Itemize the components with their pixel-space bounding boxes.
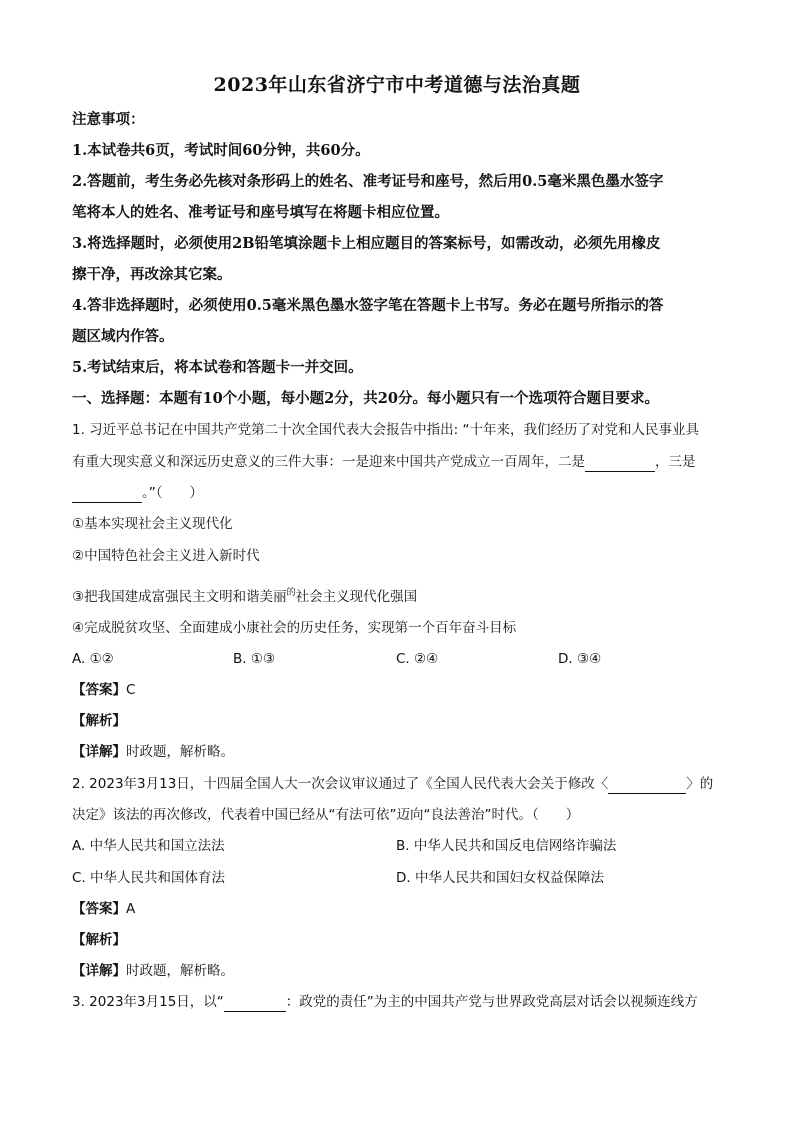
q1-statement-3 — [72, 583, 727, 607]
q1-answer — [72, 680, 727, 700]
q3-stem-line1 — [72, 992, 727, 1012]
notice-item: 笔将本人的姓名、准考证号和座号填写在将题卡相应位置。 — [72, 204, 449, 221]
q1-statement-4: ④完成脱贫攻坚、全面建成小康社会的历史任务，实现第一个百年奋斗目标 — [72, 620, 517, 636]
notice-item: 4.答非选择题时，必须使用0.5毫米黑色墨水签字笔在答题卡上书写。务必在题号所指示的答 — [72, 297, 664, 314]
notice-heading: 注意事项： — [72, 111, 145, 128]
q1-stem-text: 有重大现实意义和深远历史意义的三件大事：一是迎来中国共产党成立一百周年，二是 — [72, 454, 585, 470]
q2-answer — [72, 899, 727, 919]
q2-blank — [608, 778, 686, 794]
section-heading: 一、选择题：本题有10个小题，每小题2分，共20分。每小题只有一个选项符合题目要求。 — [72, 390, 659, 407]
q1-stem-line1: 1. 习近平总书记在中国共产党第二十次全国代表大会报告中指出: “十年来，我们经历了对党和人民事业具 — [72, 422, 700, 438]
q1-stem-line2 — [72, 452, 727, 472]
q1-statement-sup: 的 — [286, 588, 296, 598]
q3-blank — [224, 996, 286, 1012]
q1-stem-text: ，三是 — [655, 454, 696, 470]
q3-stem-text: 3. 2023年3月15日，以“ — [72, 994, 224, 1010]
notice-item: 擦干净，再改涂其它案。 — [72, 266, 232, 283]
answer-label: 【答案】 — [72, 682, 126, 698]
detail-text: 时政题，解析略。 — [126, 744, 234, 760]
q1-option-d: D. ③④ — [558, 651, 602, 667]
answer-value: C — [126, 682, 136, 698]
q2-stem-line1 — [72, 774, 727, 794]
q1-statement-text: ③把我国建成富强民主文明和谐美丽 — [72, 589, 287, 605]
answer-value: A — [126, 901, 136, 917]
page-title: 2023年山东省济宁市中考道德与法治真题 — [213, 74, 581, 96]
q1-statement-2: ②中国特色社会主义进入新时代 — [72, 548, 260, 564]
q1-detail — [72, 742, 727, 762]
notice-item: 5.考试结束后，将本试卷和答题卡一并交回。 — [72, 359, 363, 376]
notice-item: 题区域内作答。 — [72, 328, 174, 345]
q1-blank-3 — [72, 487, 142, 503]
q2-option-c: C. 中华人民共和国体育法 — [72, 870, 226, 886]
q2-analysis-label: 【解析】 — [72, 932, 126, 948]
detail-label: 【详解】 — [72, 744, 126, 760]
detail-label: 【详解】 — [72, 963, 126, 979]
q2-option-b: B. 中华人民共和国反电信网络诈骗法 — [396, 838, 617, 854]
q3-stem-text: ：政党的责任”为主的中国共产党与世界政党高层对话会以视频连线方 — [285, 994, 698, 1010]
q1-option-c: C. ②④ — [396, 651, 439, 667]
detail-text: 时政题，解析略。 — [126, 963, 234, 979]
q2-stem-text: 〉的 — [686, 776, 714, 792]
q2-detail — [72, 961, 727, 981]
notice-item: 3.将选择题时，必须使用2B铅笔填涂题卡上相应题目的答案标号，如需改动，必须先用橡皮 — [72, 235, 661, 252]
q1-stem-text: 。”（ ） — [142, 485, 203, 501]
answer-label: 【答案】 — [72, 901, 126, 917]
q2-option-d: D. 中华人民共和国妇女权益保障法 — [396, 870, 604, 886]
q1-analysis-label: 【解析】 — [72, 713, 126, 729]
q1-statement-text: 社会主义现代化强国 — [295, 589, 418, 605]
q2-stem-text: 2. 2023年3月13日，十四届全国人大一次会议审议通过了《全国人民代表大会关于修改〈 — [72, 776, 609, 792]
q1-statement-1: ①基本实现社会主义现代化 — [72, 516, 233, 532]
q1-option-a: A. ①② — [72, 651, 114, 667]
notice-item: 1.本试卷共6页，考试时间60分钟，共60分。 — [72, 142, 370, 159]
q1-stem-line3 — [72, 483, 727, 503]
q2-option-a: A. 中华人民共和国立法法 — [72, 838, 225, 854]
notice-item: 2.答题前，考生务必先核对条形码上的姓名、准考证号和座号，然后用0.5毫米黑色墨水签字 — [72, 173, 664, 190]
q1-blank-2 — [585, 456, 655, 472]
q2-stem-line2: 决定》该法的再次修改，代表着中国已经从“有法可依”迈向“良法善治”时代。（ ） — [72, 807, 580, 823]
q1-option-b: B. ①③ — [233, 651, 276, 667]
